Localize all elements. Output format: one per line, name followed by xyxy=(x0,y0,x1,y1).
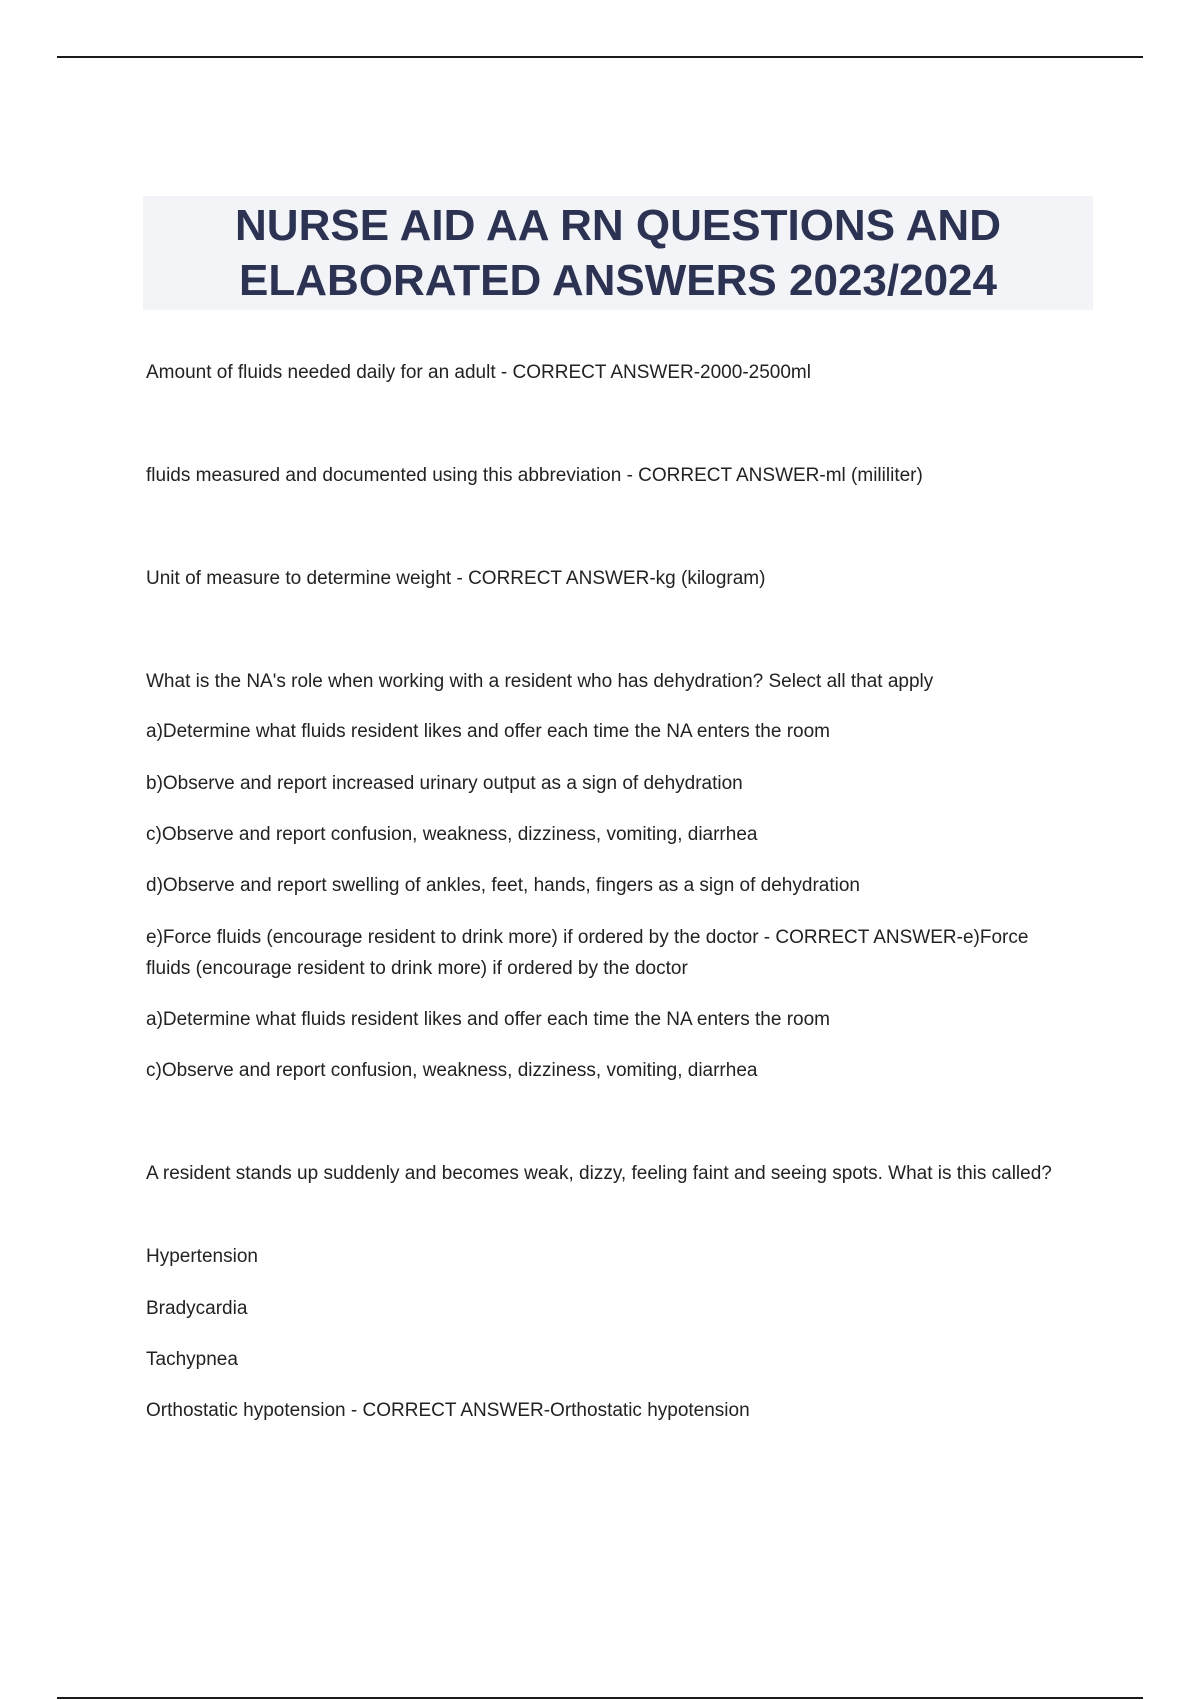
top-rule xyxy=(57,56,1143,58)
option-orthostatic-answer: Orthostatic hypotension - CORRECT ANSWER-Orthostatic hypotension xyxy=(146,1400,750,1421)
answer-a: a)Determine what fluids resident likes and offer each time the NA enters the room xyxy=(146,1009,830,1030)
question-dehydration: What is the NA's role when working with a resident who has dehydration? Select all that apply xyxy=(146,671,934,692)
qa-item-fluids-daily: Amount of fluids needed daily for an adult - CORRECT ANSWER-2000-2500ml xyxy=(146,362,811,383)
document-title xyxy=(235,198,1001,308)
title-line-1: NURSE AID AA RN QUESTIONS AND xyxy=(235,201,1001,250)
question-orthostatic: A resident stands up suddenly and becomes weak, dizzy, feeling faint and seeing spots. What is this called? xyxy=(146,1163,1052,1184)
option-hypertension: Hypertension xyxy=(146,1246,258,1267)
title-line-2: ELABORATED ANSWERS 2023/2024 xyxy=(239,256,997,305)
qa-item-fluid-abbreviation: fluids measured and documented using this abbreviation - CORRECT ANSWER-ml (mililiter) xyxy=(146,465,923,486)
answer-c: c)Observe and report confusion, weakness, dizziness, vomiting, diarrhea xyxy=(146,1060,758,1081)
option-a: a)Determine what fluids resident likes and offer each time the NA enters the room xyxy=(146,721,830,742)
option-c: c)Observe and report confusion, weakness, dizziness, vomiting, diarrhea xyxy=(146,824,758,845)
bottom-rule xyxy=(57,1697,1143,1699)
title-banner xyxy=(143,196,1093,310)
option-d: d)Observe and report swelling of ankles, feet, hands, fingers as a sign of dehydration xyxy=(146,875,860,896)
option-b: b)Observe and report increased urinary output as a sign of dehydration xyxy=(146,773,743,794)
qa-item-weight-unit: Unit of measure to determine weight - CORRECT ANSWER-kg (kilogram) xyxy=(146,568,766,589)
option-e-with-answer: e)Force fluids (encourage resident to drink more) if ordered by the doctor - CORRECT ANSWER-e)Force fluids (encourage resident to drink more) if ordered by the doctor xyxy=(146,927,1029,979)
option-bradycardia: Bradycardia xyxy=(146,1298,248,1319)
option-tachypnea: Tachypnea xyxy=(146,1349,238,1370)
